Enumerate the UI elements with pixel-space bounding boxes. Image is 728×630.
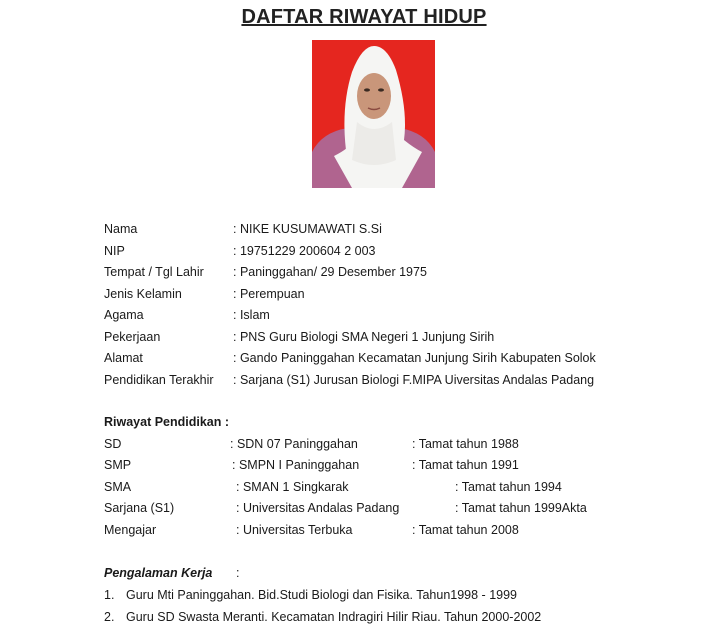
education-level: SD	[104, 437, 122, 451]
biodata-label: Tempat / Tgl Lahir	[104, 265, 204, 279]
education-school: : SDN 07 Paninggahan	[230, 437, 358, 451]
biodata-value: : 19751229 200604 2 003	[233, 244, 376, 258]
biodata-label: NIP	[104, 244, 125, 258]
biodata-value: : NIKE KUSUMAWATI S.Si	[233, 222, 382, 236]
biodata-value: : Gando Paninggahan Kecamatan Junjung Sirih Kabupaten Solok	[233, 351, 596, 365]
biodata-value: : Sarjana (S1) Jurusan Biologi F.MIPA Uiversitas Andalas Padang	[233, 373, 595, 387]
biodata-value: : Islam	[233, 308, 270, 322]
education-level: Mengajar	[104, 523, 157, 537]
biodata-value: : Perempuan	[233, 287, 305, 301]
portrait-photo	[312, 40, 435, 188]
education-heading: Riwayat Pendidikan :	[104, 415, 230, 429]
list-text: Guru Mti Paninggahan. Bid.Studi Biologi dan Fisika. Tahun1998 - 1999	[126, 588, 517, 602]
experience-colon: :	[236, 566, 240, 580]
biodata-label: Jenis Kelamin	[104, 287, 182, 301]
experience-heading: Pengalaman Kerja	[104, 566, 213, 580]
list-text: Guru SD Swasta Meranti. Kecamatan Indragiri Hilir Riau. Tahun 2000-2002	[126, 610, 542, 624]
biodata-value: : Paninggahan/ 29 Desember 1975	[233, 265, 427, 279]
education-school: : Universitas Terbuka	[236, 523, 353, 537]
education-status: : Tamat tahun 1999Akta	[455, 501, 587, 515]
education-status: : Tamat tahun 1988	[412, 437, 519, 451]
education-status: : Tamat tahun 2008	[412, 523, 519, 537]
page-title: DAFTAR RIWAYAT HIDUP	[241, 6, 487, 28]
education-level: Sarjana (S1)	[104, 501, 175, 515]
biodata-value: : PNS Guru Biologi SMA Negeri 1 Junjung Sirih	[233, 330, 495, 344]
education-status: : Tamat tahun 1994	[455, 480, 562, 494]
biodata-label: Alamat	[104, 351, 143, 365]
biodata-label: Pendidikan Terakhir	[104, 373, 214, 387]
list-number: 1.	[104, 588, 115, 602]
education-level: SMP	[104, 458, 132, 472]
education-status: : Tamat tahun 1991	[412, 458, 519, 472]
biodata-label: Pekerjaan	[104, 330, 161, 344]
biodata-label: Agama	[104, 308, 144, 322]
education-level: SMA	[104, 480, 132, 494]
list-number: 2.	[104, 610, 115, 624]
education-school: : SMAN 1 Singkarak	[236, 480, 349, 494]
education-school: : Universitas Andalas Padang	[236, 501, 400, 515]
portrait-icon	[312, 40, 435, 188]
biodata-label: Nama	[104, 222, 138, 236]
education-school: : SMPN I Paninggahan	[232, 458, 360, 472]
